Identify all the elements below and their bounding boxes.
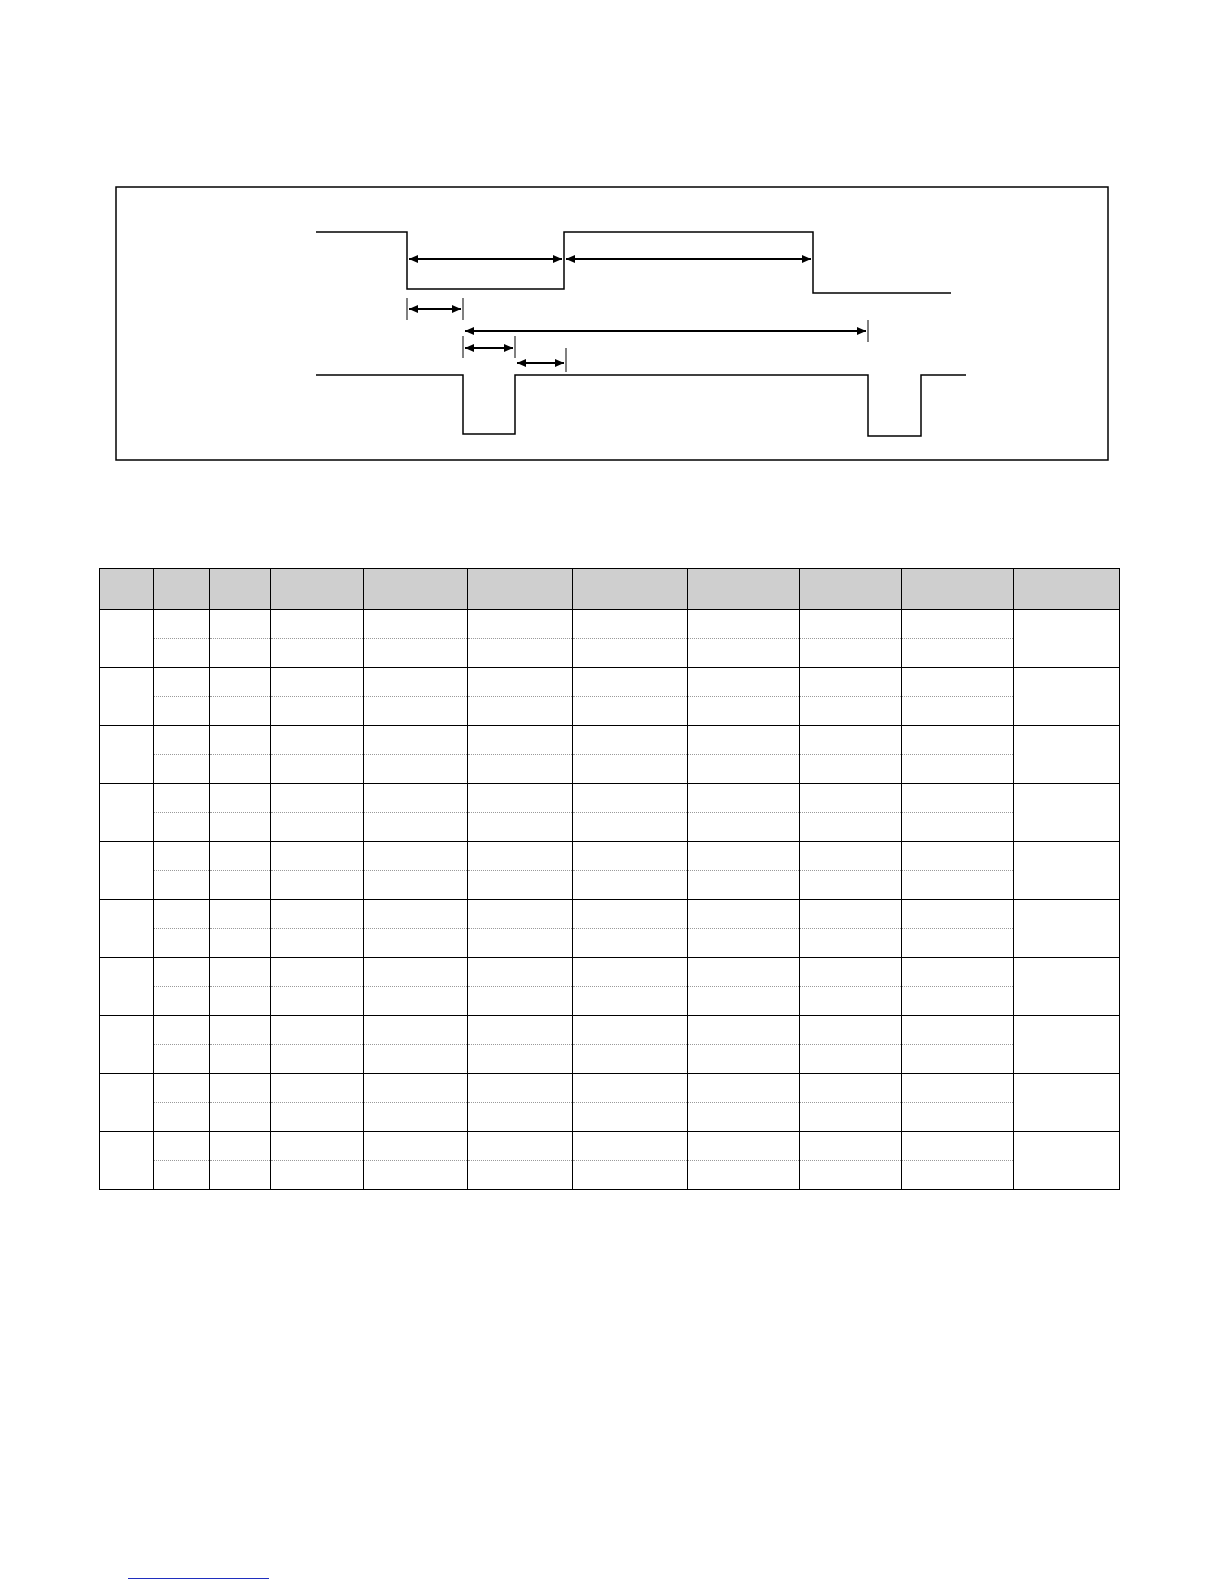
table-cell (271, 1074, 364, 1103)
upper-signal-waveform (316, 232, 951, 293)
table-row (100, 668, 1120, 697)
table-cell (800, 1016, 902, 1045)
table-cell (468, 668, 573, 697)
table-row-sub (100, 1045, 1120, 1074)
table-cell (688, 1074, 800, 1103)
table-cell (902, 929, 1014, 958)
table-cell (271, 929, 364, 958)
table-cell (1014, 842, 1120, 900)
table-cell (210, 842, 271, 871)
table-cell (902, 668, 1014, 697)
table-cell (364, 610, 468, 639)
table-row-sub (100, 1103, 1120, 1132)
table-row-sub (100, 1161, 1120, 1190)
table-row-sub (100, 697, 1120, 726)
table-cell (468, 1074, 573, 1103)
table-cell (800, 784, 902, 813)
table-cell (1014, 784, 1120, 842)
table-cell (154, 958, 210, 987)
header-cell (468, 569, 573, 610)
table-cell (800, 987, 902, 1016)
table-cell (1014, 610, 1120, 668)
table-cell (1014, 1016, 1120, 1074)
table-cell (468, 1045, 573, 1074)
table-cell (800, 871, 902, 900)
lower-signal-waveform (316, 375, 966, 436)
table-cell (468, 987, 573, 1016)
table-cell (210, 987, 271, 1016)
table-cell (364, 1132, 468, 1161)
table-cell (468, 1103, 573, 1132)
table-cell (154, 1016, 210, 1045)
table-cell (364, 1161, 468, 1190)
table-cell (100, 1132, 154, 1190)
table-cell (364, 668, 468, 697)
table-cell (210, 610, 271, 639)
table-cell (364, 697, 468, 726)
table-cell (468, 784, 573, 813)
table-cell (210, 1016, 271, 1045)
table-cell (688, 726, 800, 755)
table-cell (210, 668, 271, 697)
table-row-sub (100, 813, 1120, 842)
table-cell (573, 900, 688, 929)
table-cell (100, 668, 154, 726)
table-row (100, 900, 1120, 929)
table-cell (688, 1103, 800, 1132)
table-cell (271, 697, 364, 726)
table-cell (468, 1016, 573, 1045)
table-cell (800, 1161, 902, 1190)
table-cell (1014, 958, 1120, 1016)
table-cell (688, 987, 800, 1016)
table-cell (271, 726, 364, 755)
table-cell (271, 1016, 364, 1045)
table-cell (800, 697, 902, 726)
header-cell (364, 569, 468, 610)
table-cell (364, 755, 468, 784)
table-cell (100, 842, 154, 900)
table-cell (154, 871, 210, 900)
table-cell (271, 1045, 364, 1074)
table-cell (468, 871, 573, 900)
table-cell (573, 1074, 688, 1103)
table-cell (573, 1132, 688, 1161)
table-cell (902, 871, 1014, 900)
table-cell (800, 610, 902, 639)
table-cell (573, 1016, 688, 1045)
table-cell (364, 726, 468, 755)
table-cell (688, 610, 800, 639)
table-cell (364, 900, 468, 929)
table-cell (688, 842, 800, 871)
table-row (100, 1016, 1120, 1045)
table-cell (468, 842, 573, 871)
table-cell (573, 842, 688, 871)
table-cell (1014, 668, 1120, 726)
table-cell (154, 1103, 210, 1132)
diagram-frame (116, 187, 1108, 460)
table-cell (468, 929, 573, 958)
table-cell (800, 1074, 902, 1103)
header-cell (210, 569, 271, 610)
table-cell (902, 610, 1014, 639)
table-header-row (100, 569, 1120, 610)
table-cell (100, 1074, 154, 1132)
table-cell (688, 929, 800, 958)
table-cell (468, 697, 573, 726)
table-cell (210, 784, 271, 813)
table-cell (210, 639, 271, 668)
table-cell (1014, 900, 1120, 958)
table-cell (573, 668, 688, 697)
table-cell (573, 1103, 688, 1132)
table-cell (271, 1103, 364, 1132)
table-row-sub (100, 755, 1120, 784)
table-cell (688, 1045, 800, 1074)
table-cell (468, 639, 573, 668)
table-cell (800, 668, 902, 697)
table-cell (210, 1161, 271, 1190)
table-cell (902, 1045, 1014, 1074)
table-cell (364, 987, 468, 1016)
table-cell (573, 697, 688, 726)
table-cell (154, 610, 210, 639)
table-cell (364, 958, 468, 987)
table-cell (271, 1132, 364, 1161)
table-cell (364, 929, 468, 958)
table-cell (271, 987, 364, 1016)
table-cell (688, 958, 800, 987)
table-cell (800, 1045, 902, 1074)
table-cell (573, 987, 688, 1016)
table-cell (271, 1161, 364, 1190)
table-cell (573, 871, 688, 900)
table-cell (1014, 726, 1120, 784)
table-cell (210, 1103, 271, 1132)
table-cell (154, 842, 210, 871)
table-cell (573, 726, 688, 755)
table-cell (210, 697, 271, 726)
table-cell (154, 755, 210, 784)
table-cell (573, 958, 688, 987)
table-cell (100, 1016, 154, 1074)
header-cell (1014, 569, 1120, 610)
table-cell (364, 813, 468, 842)
table-cell (364, 842, 468, 871)
table-cell (573, 929, 688, 958)
table-cell (902, 1132, 1014, 1161)
table-cell (364, 1074, 468, 1103)
table-cell (271, 813, 364, 842)
table-cell (364, 639, 468, 668)
table-cell (688, 871, 800, 900)
table-cell (154, 784, 210, 813)
table-cell (573, 1045, 688, 1074)
table-cell (154, 813, 210, 842)
table-row (100, 842, 1120, 871)
table-cell (1014, 1132, 1120, 1190)
table-cell (468, 1132, 573, 1161)
table-cell (100, 610, 154, 668)
table-cell (154, 1132, 210, 1161)
table-row-sub (100, 987, 1120, 1016)
header-cell (154, 569, 210, 610)
table-cell (688, 1016, 800, 1045)
table-cell (271, 871, 364, 900)
table-cell (902, 813, 1014, 842)
header-cell (271, 569, 364, 610)
table-cell (364, 1103, 468, 1132)
table-cell (902, 900, 1014, 929)
table-cell (688, 1132, 800, 1161)
table-row (100, 784, 1120, 813)
table-cell (468, 813, 573, 842)
table-cell (210, 900, 271, 929)
table-cell (902, 1074, 1014, 1103)
table-cell (468, 755, 573, 784)
table-cell (1014, 1074, 1120, 1132)
table-cell (364, 1016, 468, 1045)
table-cell (271, 958, 364, 987)
header-cell (800, 569, 902, 610)
table-cell (210, 813, 271, 842)
table-cell (688, 755, 800, 784)
table-cell (154, 900, 210, 929)
table-row (100, 958, 1120, 987)
table-cell (800, 1103, 902, 1132)
table-row (100, 610, 1120, 639)
table-cell (902, 726, 1014, 755)
table-cell (210, 755, 271, 784)
table-cell (271, 755, 364, 784)
table-cell (800, 842, 902, 871)
table-cell (800, 726, 902, 755)
table-cell (271, 610, 364, 639)
table-row-sub (100, 639, 1120, 668)
table-cell (210, 929, 271, 958)
table-cell (688, 1161, 800, 1190)
table-cell (688, 813, 800, 842)
table-cell (800, 639, 902, 668)
table-cell (468, 958, 573, 987)
table-cell (154, 668, 210, 697)
table-cell (271, 900, 364, 929)
table-row (100, 1074, 1120, 1103)
spec-table (99, 568, 1120, 1190)
table-cell (902, 842, 1014, 871)
table-cell (154, 697, 210, 726)
table-cell (573, 610, 688, 639)
table-cell (573, 755, 688, 784)
table-cell (902, 639, 1014, 668)
table-row-sub (100, 929, 1120, 958)
table-cell (154, 1074, 210, 1103)
table-cell (688, 697, 800, 726)
table-row (100, 1132, 1120, 1161)
table-cell (210, 1074, 271, 1103)
table-cell (154, 987, 210, 1016)
table-cell (100, 958, 154, 1016)
table-cell (902, 1161, 1014, 1190)
table-cell (902, 784, 1014, 813)
footer-link-underline (128, 1578, 269, 1579)
table-cell (688, 784, 800, 813)
table-row (100, 726, 1120, 755)
header-cell (688, 569, 800, 610)
table-cell (364, 871, 468, 900)
table-cell (271, 784, 364, 813)
table-cell (364, 1045, 468, 1074)
table-cell (271, 639, 364, 668)
table-cell (468, 610, 573, 639)
table-cell (902, 1103, 1014, 1132)
table-cell (573, 639, 688, 668)
table-cell (573, 813, 688, 842)
table-cell (154, 1161, 210, 1190)
table-cell (154, 726, 210, 755)
table-cell (210, 1132, 271, 1161)
table-cell (902, 1016, 1014, 1045)
header-cell (573, 569, 688, 610)
table-cell (468, 726, 573, 755)
table-cell (154, 639, 210, 668)
table-cell (210, 871, 271, 900)
table-cell (210, 1045, 271, 1074)
table-cell (800, 958, 902, 987)
table-row-sub (100, 871, 1120, 900)
table-cell (688, 639, 800, 668)
table-cell (154, 929, 210, 958)
table-cell (468, 1161, 573, 1190)
table-cell (100, 726, 154, 784)
table-cell (210, 958, 271, 987)
table-cell (688, 900, 800, 929)
timing-diagram (0, 0, 1225, 470)
table-cell (800, 1132, 902, 1161)
table-cell (468, 900, 573, 929)
table-cell (154, 1045, 210, 1074)
table-cell (800, 929, 902, 958)
table-cell (902, 987, 1014, 1016)
table-cell (210, 726, 271, 755)
table-cell (573, 784, 688, 813)
table-cell (688, 668, 800, 697)
table-cell (573, 1161, 688, 1190)
table-cell (902, 755, 1014, 784)
table-cell (800, 900, 902, 929)
table-cell (902, 958, 1014, 987)
table-cell (364, 784, 468, 813)
table-cell (271, 842, 364, 871)
table-cell (800, 755, 902, 784)
table-cell (800, 813, 902, 842)
table-cell (902, 697, 1014, 726)
header-cell (100, 569, 154, 610)
header-cell (902, 569, 1014, 610)
table-cell (100, 784, 154, 842)
table-cell (271, 668, 364, 697)
table-cell (100, 900, 154, 958)
